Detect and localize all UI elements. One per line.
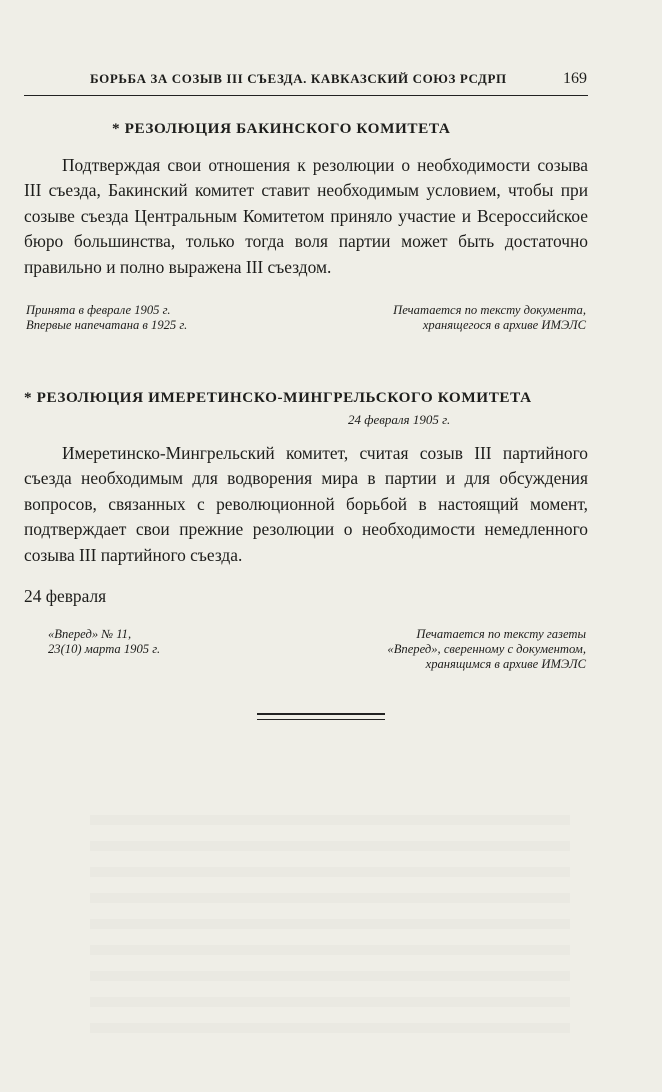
resolution-1-paragraph: Подтверждая свои отношения к резолюции о необходимости созыва III съезда, Бакинский комитет ставит необходимым условием, чтобы при созыве съезда Центральным Комитетом приняло участие и Всероссийское бюро большинства, только тогда воля партии может быть достаточно правильно и полно выражена III съездом.: [24, 155, 588, 277]
source-line: Печатается по тексту газеты: [416, 627, 586, 641]
source-line: Печатается по тексту документа,: [393, 303, 586, 317]
resolution-1-source-right: [393, 303, 586, 333]
end-rule-thick: [257, 713, 385, 715]
resolution-2-body: [24, 441, 588, 568]
resolution-2-paragraph: Имеретинско-Мингрельский комитет, считая созыв III партийного съезда необходимым для водворения мира в партии и для обсуждения вопросов, связанных с революционной борьбой в настоящий момент, подтверждает свои прежние резолюции о необходимости немедленного созыва III партийного съезда.: [24, 443, 588, 565]
source-line: «Вперед» № 11,: [48, 627, 132, 641]
header-rule: [24, 95, 588, 96]
source-line: Принята в феврале 1905 г.: [26, 303, 171, 317]
source-line: «Вперед», сверенному с документом,: [387, 642, 586, 656]
resolution-1-title: * РЕЗОЛЮЦИЯ БАКИНСКОГО КОМИТЕТА: [112, 120, 451, 137]
page-number: 169: [563, 70, 587, 87]
source-line: хранящимся в архиве ИМЭЛС: [425, 657, 586, 671]
running-title: БОРЬБА ЗА СОЗЫВ III СЪЕЗДА. КАВКАЗСКИЙ СОЮЗ РСДРП: [90, 71, 507, 86]
resolution-2-closing-date: 24 февраля: [24, 586, 107, 606]
bleed-through-texture: [90, 815, 570, 1035]
resolution-2-source-right: [387, 627, 586, 672]
resolution-2-source-left: [48, 627, 160, 657]
source-line: 23(10) марта 1905 г.: [48, 642, 161, 656]
source-line: Впервые напечатана в 1925 г.: [26, 318, 188, 332]
resolution-2-title: * РЕЗОЛЮЦИЯ ИМЕРЕТИНСКО-МИНГРЕЛЬСКОГО КОМИТЕТА: [24, 389, 532, 406]
running-header: [90, 70, 587, 88]
resolution-2-date-subtitle: 24 февраля 1905 г.: [348, 412, 451, 427]
resolution-1-source-left: [26, 303, 187, 333]
resolution-1-body: [24, 153, 588, 280]
source-line: хранящегося в архиве ИМЭЛС: [422, 318, 586, 332]
end-rule-thin: [257, 719, 385, 720]
